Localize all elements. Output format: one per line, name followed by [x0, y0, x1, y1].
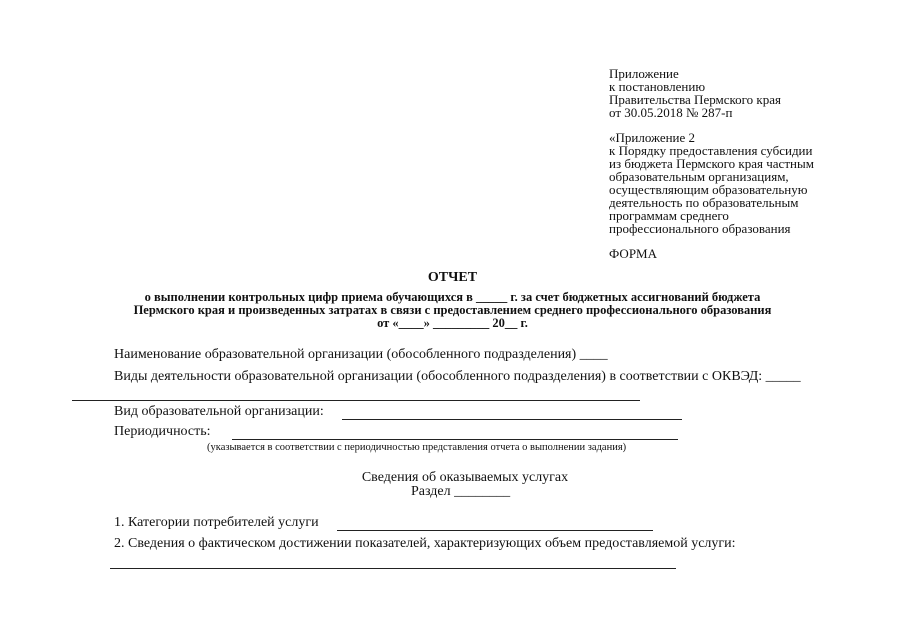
appendix2-line-8: профессионального образования — [609, 221, 791, 236]
org-type-underline — [342, 419, 682, 420]
appendix2-line-2: к Порядку предоставления субсидии — [609, 143, 813, 158]
periodicity-note: (указывается в соответствии с периодичностью представления отчета о выполнении задания) — [207, 442, 627, 453]
report-subtitle-line-3: от «____» _________ 20__ г. — [377, 316, 528, 330]
appendix2-line-4: образовательным организациям, — [609, 169, 789, 184]
appendix2-line-1: «Приложение 2 — [609, 130, 696, 145]
section-label: Раздел ________ — [411, 484, 511, 499]
consumer-categories-label: 1. Категории потребителей услуги — [114, 515, 319, 530]
org-type-label: Вид образовательной организации: — [114, 404, 324, 419]
periodicity-label: Периодичность: — [114, 424, 211, 439]
appendix2-line-3: из бюджета Пермского края частным — [609, 156, 814, 171]
report-subtitle-line-2: Пермского края и произведенных затратах в связи с предоставлением среднего профессионального образования — [133, 303, 772, 317]
indicators-underline — [110, 568, 676, 569]
appendix-line-3: Правительства Пермского края — [609, 92, 781, 107]
appendix2-line-5: осуществляющим образовательную — [609, 182, 808, 197]
activity-types-field: Виды деятельности образовательной организации (обособленного подразделения) в соответствии с ОКВЭД: _____ — [114, 369, 801, 384]
report-title: ОТЧЕТ — [427, 270, 478, 285]
services-heading: Сведения об оказываемых услугах — [361, 470, 569, 485]
appendix-line-4: от 30.05.2018 № 287-п — [609, 105, 733, 120]
appendix-line-2: к постановлению — [609, 79, 706, 94]
activity-types-underline — [72, 400, 640, 401]
form-label: ФОРМА — [609, 246, 657, 261]
org-name-field: Наименование образовательной организации (обособленного подразделения) ____ — [114, 347, 608, 362]
appendix-line-1: Приложение — [609, 66, 679, 81]
indicators-label: 2. Сведения о фактическом достижении показателей, характеризующих объем предоставляемой услуги: — [114, 536, 736, 551]
periodicity-underline — [232, 439, 678, 440]
appendix2-line-6: деятельность по образовательным — [609, 195, 799, 210]
report-subtitle-line-1: о выполнении контрольных цифр приема обучающихся в _____ г. за счет бюджетных ассигнований бюджета — [144, 290, 761, 304]
appendix2-line-7: программам среднего — [609, 208, 729, 223]
consumer-categories-underline — [337, 530, 653, 531]
